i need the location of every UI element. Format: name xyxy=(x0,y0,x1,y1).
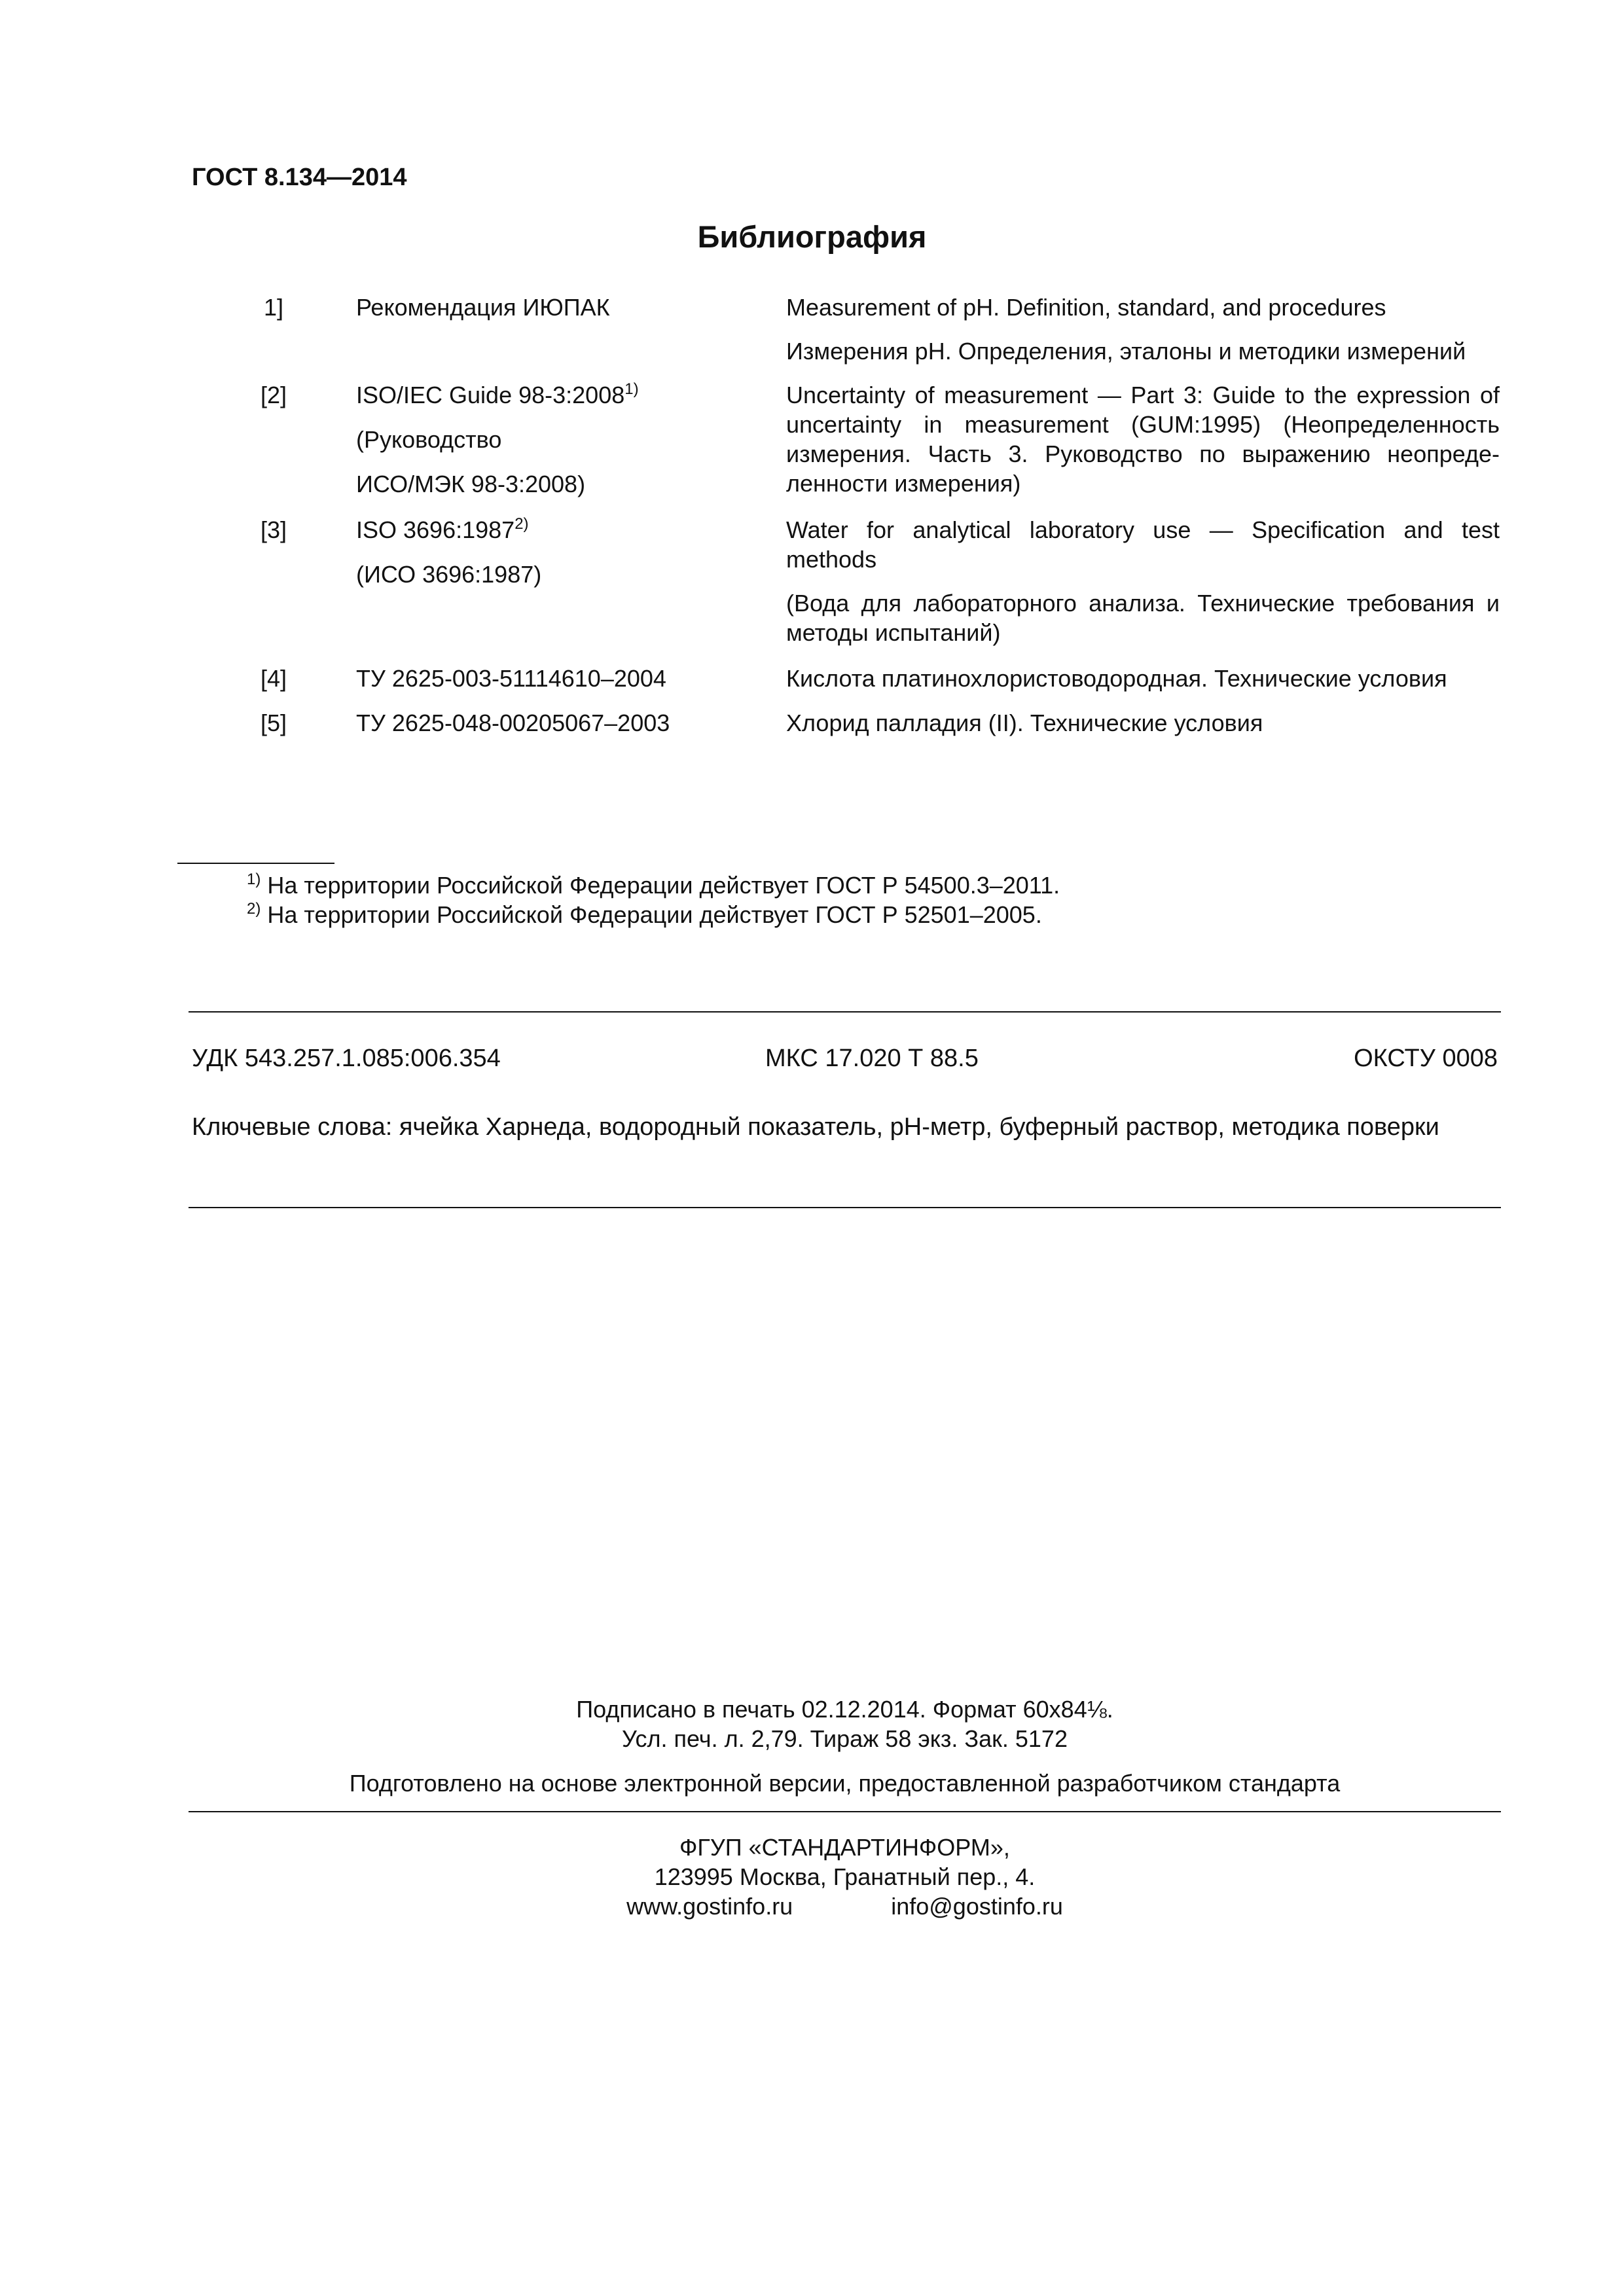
ref-number-1: 1] xyxy=(263,294,284,321)
footnote-mark-1: 1) xyxy=(247,870,261,888)
bibliography-title: Библиография xyxy=(697,219,927,254)
imprint-divider xyxy=(189,1811,1501,1812)
ref-source-1: Рекомендация ИЮПАК xyxy=(356,294,610,321)
prepared-note: Подготовлено на основе электронной версии, предоставленной разработчиком стандарта xyxy=(349,1770,1341,1797)
okstu-code: ОКСТУ 0008 xyxy=(1354,1045,1498,1072)
ref-desc-en-1: Measurement of pH. Definition, standard, and procedures xyxy=(786,294,1386,321)
print-signed-line: Подписано в печать 02.12.2014. Формат 60x84⅛. xyxy=(576,1696,1113,1723)
divider-top xyxy=(189,1011,1501,1013)
ref-source-3-text: ISO 3696:1987 xyxy=(356,516,515,543)
document-code-header: ГОСТ 8.134—2014 xyxy=(192,164,407,191)
ref-number-2: [2] xyxy=(260,382,287,408)
website-link[interactable]: www.gostinfo.ru xyxy=(626,1893,793,1920)
ref-desc-5: Хлорид палладия (II). Технические условия xyxy=(786,709,1263,736)
print-details-line: Усл. печ. л. 2,79. Тираж 58 экз. Зак. 5172 xyxy=(622,1725,1068,1752)
publisher-contacts xyxy=(189,1892,1501,1921)
ref-source-2-ru-1: (Руководство xyxy=(356,426,502,453)
footnote-separator xyxy=(177,863,334,864)
ref-source-2 xyxy=(356,380,639,410)
ref-desc-en-3: Water for analytical laboratory use — Specification and test methods xyxy=(786,516,1500,573)
mks-code: МКС 17.020 Т 88.5 xyxy=(765,1045,979,1072)
ref-number-3: [3] xyxy=(260,516,287,543)
publisher-address: 123995 Москва, Гранатный пер., 4. xyxy=(654,1863,1036,1890)
ref-source-2-ru-2: ИСО/МЭК 98-3:2008) xyxy=(356,471,586,497)
footnote-ref-2: 2) xyxy=(514,515,529,533)
divider-bottom xyxy=(189,1207,1501,1208)
ref-desc-4: Кислота платинохлористоводородная. Технические условия xyxy=(786,665,1447,692)
ref-number-4: [4] xyxy=(260,665,287,692)
ref-source-4: ТУ 2625-003-51114610–2004 xyxy=(356,665,666,692)
ref-source-3-ru: (ИСО 3696:1987) xyxy=(356,561,542,588)
footnote-text-1: На территории Российской Федерации действует ГОСТ Р 54500.3–2011. xyxy=(267,872,1060,899)
ref-desc-ru-3: (Вода для лабораторного анализа. Технические требования и методы испытаний) xyxy=(786,590,1500,646)
footnote-ref-1: 1) xyxy=(624,380,639,398)
ref-desc-ru-1: Измерения pH. Определения, эталоны и методики измерений xyxy=(786,338,1466,365)
ref-source-3 xyxy=(356,515,529,545)
keywords: Ключевые слова: ячейка Харнеда, водородный показатель, pH-метр, буферный раствор, методика поверки xyxy=(192,1113,1439,1141)
ref-number-5: [5] xyxy=(260,709,287,736)
ref-desc-2: Uncertainty of measurement — Part 3: Guide to the expression of uncertainty in measurement (GUM:1995) (Неопределенность измерения. Часть 3. Руководство по выражению неопреде-ленности измерения) xyxy=(786,382,1500,497)
publisher-name: ФГУП «СТАНДАРТИНФОРМ», xyxy=(679,1834,1010,1861)
footnote-text-2: На территории Российской Федерации действует ГОСТ Р 52501–2005. xyxy=(267,901,1042,928)
ref-source-5: ТУ 2625-048-00205067–2003 xyxy=(356,709,670,736)
ref-source-2-text: ISO/IEC Guide 98-3:2008 xyxy=(356,382,625,408)
footnote-2 xyxy=(247,900,1042,929)
udk-code: УДК 543.257.1.085:006.354 xyxy=(192,1045,501,1072)
footnote-mark-2: 2) xyxy=(247,900,261,918)
footnote-1 xyxy=(247,870,1060,900)
email-link[interactable]: info@gostinfo.ru xyxy=(891,1893,1063,1920)
